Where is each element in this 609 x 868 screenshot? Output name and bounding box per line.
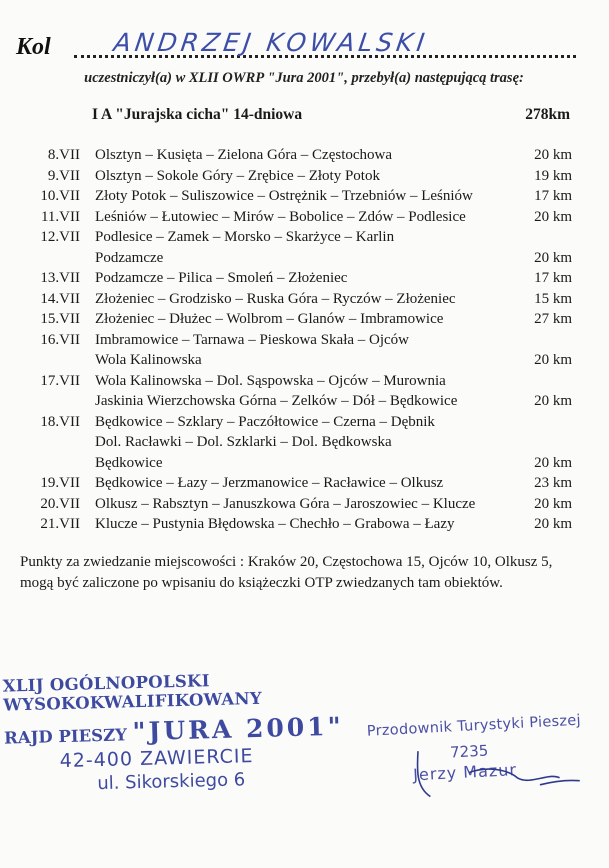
itinerary-row	[20, 268, 572, 289]
points-note: Punkty za zwiedzanie miejscowości : Kraków 20, Częstochowa 15, Ojców 10, Olkusz 5, mogą być zaliczone po wpisaniu do książeczki OTP zwiedzanych tam obiektów.	[20, 554, 553, 591]
row-route: Będkowice – Szklary – Paczółtowice – Czerna – Dębnik Dol. Racławki – Dol. Szklarki – Dol. Będkowska Będkowice	[95, 413, 435, 471]
itinerary-row	[20, 473, 572, 494]
route-total-distance: 278km	[525, 106, 570, 123]
itinerary-row	[20, 309, 572, 330]
row-date: 10.VII	[40, 188, 80, 204]
itinerary-row	[20, 227, 572, 268]
row-date: 13.VII	[40, 270, 80, 286]
stamp-event-name: "JURA 2001"	[132, 711, 345, 747]
row-route: Leśniów – Łutowiec – Mirów – Bobolice – Zdów – Podlesice	[95, 208, 466, 225]
organizer-stamp	[2, 667, 355, 796]
row-date: 11.VII	[40, 208, 80, 225]
row-distance: 20 km	[534, 208, 572, 225]
row-distance: 20 km	[534, 352, 572, 368]
row-date: 21.VII	[40, 516, 80, 532]
itinerary-row	[20, 494, 572, 515]
row-date: 14.VII	[40, 290, 80, 307]
row-distance: 20 km	[534, 147, 572, 163]
row-date: 12.VII	[40, 229, 80, 245]
row-route: Klucze – Pustynia Błędowska – Chechło – Grabowa – Łazy	[95, 516, 455, 532]
row-distance: 20 km	[534, 495, 572, 512]
row-route: Będkowice – Łazy – Jerzmanowice – Racławice – Olkusz	[95, 475, 444, 491]
row-distance: 17 km	[534, 270, 572, 286]
row-date: 19.VII	[40, 475, 80, 491]
row-date: 18.VII	[40, 413, 80, 430]
participant-line	[16, 28, 576, 62]
kol-label: Kol	[16, 34, 51, 60]
stamp-line-1: XLIJ OGÓLNOPOLSKI WYSOKOKWALIFIKOWANY	[2, 671, 263, 715]
row-date: 8.VII	[47, 147, 80, 163]
guide-title: Przodownik Turystyki Pieszej	[366, 712, 582, 740]
row-date: 20.VII	[40, 495, 80, 512]
participant-name-handwritten: ANDRZEJ KOWALSKI	[111, 28, 431, 57]
row-distance: 20 km	[534, 454, 572, 471]
stamp-address-city: 42-400 ZAWIERCIE	[59, 745, 254, 773]
itinerary-row	[20, 371, 572, 412]
itinerary-row	[20, 186, 572, 207]
row-route: Złoty Potok – Suliszowice – Ostrężnik – Trzebniów – Leśniów	[95, 188, 473, 204]
signature-scribble	[387, 730, 590, 810]
row-date: 9.VII	[47, 167, 80, 184]
row-route: Olkusz – Rabsztyn – Januszkowa Góra – Jaroszowiec – Klucze	[95, 495, 476, 512]
row-distance: 27 km	[534, 311, 572, 327]
row-distance: 17 km	[534, 188, 572, 204]
row-route: Złożeniec – Grodzisko – Ruska Góra – Ryczów – Złożeniec	[95, 290, 456, 307]
row-route: Podzamcze – Pilica – Smoleń – Złożeniec	[95, 270, 348, 286]
row-distance: 15 km	[534, 290, 572, 307]
row-distance: 19 km	[534, 167, 572, 184]
row-distance: 20 km	[534, 516, 572, 532]
row-date: 17.VII	[40, 372, 80, 389]
guide-name: Jerzy Mazur	[412, 760, 518, 785]
row-date: 16.VII	[40, 331, 80, 348]
row-route: Podlesice – Zamek – Morsko – Skarżyce – Karlin Podzamcze	[95, 229, 395, 266]
row-route: Olsztyn – Sokole Góry – Zrębice – Złoty Potok	[95, 167, 380, 184]
guide-signature-stamp	[367, 712, 590, 786]
itinerary-row	[20, 166, 572, 187]
itinerary-table	[20, 145, 572, 535]
itinerary-row	[20, 330, 572, 371]
row-distance: 23 km	[534, 475, 572, 491]
row-date: 15.VII	[40, 311, 80, 327]
row-distance: 20 km	[534, 249, 572, 266]
itinerary-row	[20, 289, 572, 310]
stamp-address-street: ul. Sikorskiego 6	[97, 769, 246, 795]
row-distance: 20 km	[534, 393, 572, 409]
itinerary-row	[20, 145, 572, 166]
itinerary-row	[20, 514, 572, 535]
row-route: Olsztyn – Kusięta – Zielona Góra – Częstochowa	[95, 147, 393, 163]
route-name: I A "Jurajska cicha" 14-dniowa	[92, 106, 303, 123]
guide-number: 7235	[449, 741, 489, 762]
subtitle: uczestniczył(a) w XLII OWRP "Jura 2001", przebył(a) następującą trasę:	[84, 70, 524, 86]
row-route: Wola Kalinowska – Dol. Sąspowska – Ojców – Murownia Jaskinia Wierzchowska Górna – Zelków – Dół – Będkowice	[95, 372, 458, 409]
stamp-rajd-label: RAJD PIESZY	[3, 725, 128, 748]
itinerary-row	[20, 207, 572, 228]
row-route: Złożeniec – Dłużec – Wolbrom – Glanów – Imbramowice	[95, 311, 444, 327]
itinerary-row	[20, 412, 572, 474]
row-route: Imbramowice – Tarnawa – Pieskowa Skała – Ojców Wola Kalinowska	[95, 331, 410, 368]
